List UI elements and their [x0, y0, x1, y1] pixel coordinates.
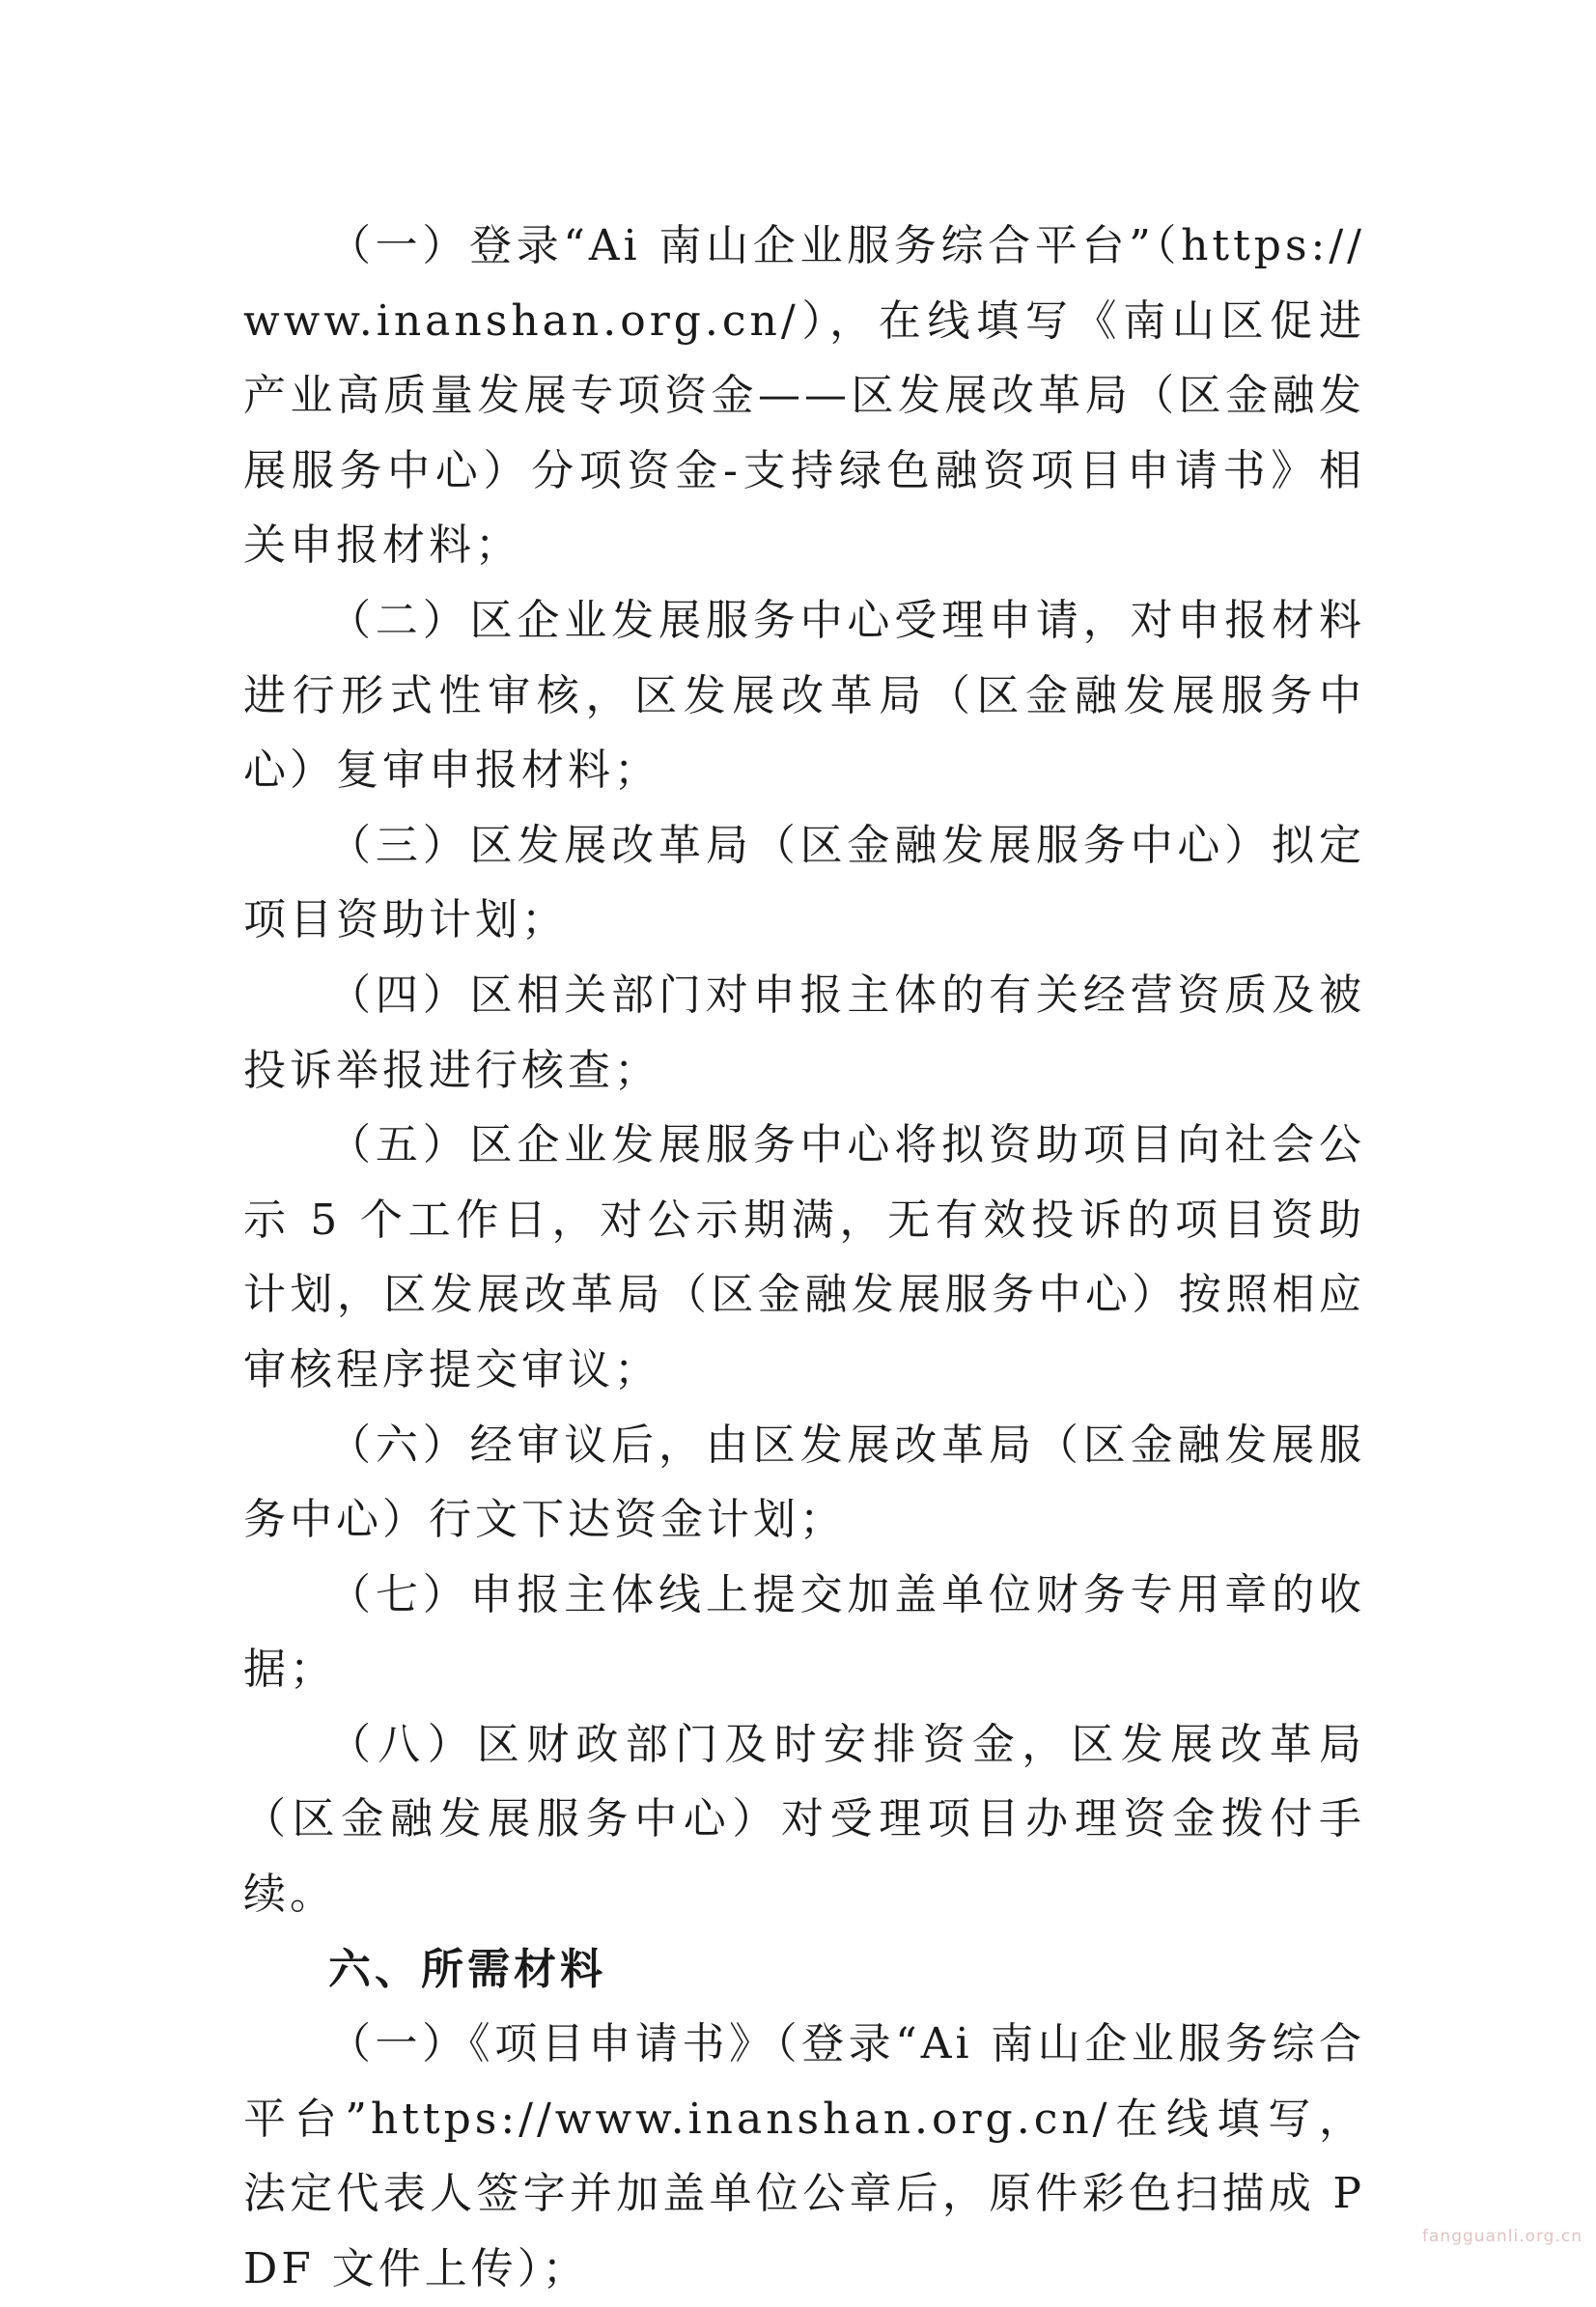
section-heading-required-materials: 六、所需材料	[328, 1944, 606, 1994]
paragraph-step-5: （五）区企业发展服务中心将拟资助项目向社会公示 5 个工作日，对公示期满，无有效投诉的项目资助计划，区发展改革局（区金融发展服务中心）按照相应审核程序提交审议；	[243, 1120, 1365, 1394]
paragraph-material-1: （一）《项目申请书》（登录“Ai 南山企业服务综合平台”https://www.inanshan.org.cn/在线填写，法定代表人签字并加盖单位公章后，原件彩色扫描成 PDF 文件上传）；	[243, 2019, 1365, 2294]
paragraph-step-4: （四）区相关部门对申报主体的有关经营资质及被投诉举报进行核查；	[243, 970, 1365, 1095]
paragraph-step-7: （七）申报主体线上提交加盖单位财务专用章的收据；	[243, 1569, 1365, 1695]
paragraph-step-6: （六）经审议后，由区发展改革局（区金融发展服务中心）行文下达资金计划；	[243, 1420, 1365, 1545]
site-watermark: fangguanli.org.cn	[1422, 2227, 1582, 2246]
paragraph-step-1: （一）登录“Ai 南山企业服务综合平台”（https://www.inanshan.org.cn/），在线填写《南山区促进产业高质量发展专项资金——区发展改革局（区金融发展服务中心）分项资金-支持绿色融资项目申请书》相关申报材料；	[243, 221, 1365, 571]
paragraph-step-2: （二）区企业发展服务中心受理申请，对申报材料进行形式性审核，区发展改革局（区金融发展服务中心）复审申报材料；	[243, 595, 1365, 796]
paragraph-step-3: （三）区发展改革局（区金融发展服务中心）拟定项目资助计划；	[243, 820, 1365, 945]
document-body	[243, 209, 1365, 2307]
paragraph-step-8: （八）区财政部门及时安排资金，区发展改革局（区金融发展服务中心）对受理项目办理资金拨付手续。	[243, 1719, 1365, 1920]
